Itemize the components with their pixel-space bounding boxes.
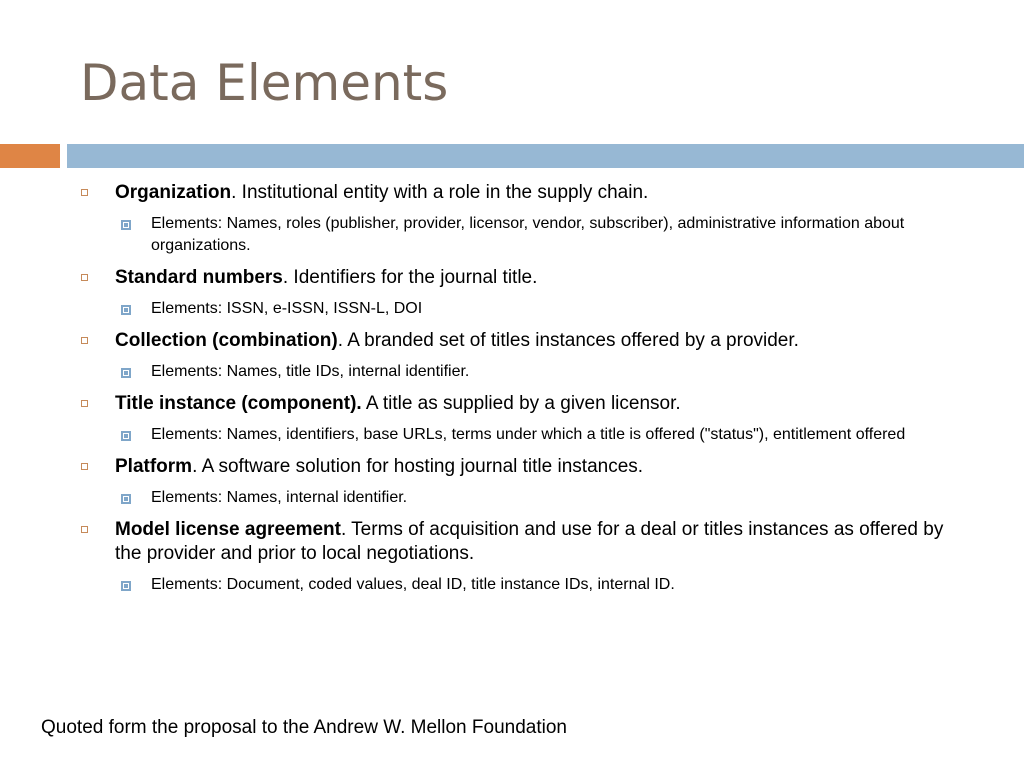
- sub-item: [0, 574, 1024, 596]
- item-definition: . A branded set of titles instances offered by a provider.: [337, 330, 799, 351]
- sub-item: [0, 361, 1024, 383]
- accent-bar-blue: [67, 144, 1024, 168]
- sub-item-text: Elements: Names, internal identifier.: [151, 489, 408, 506]
- filled-square-bullet-icon: [121, 431, 131, 441]
- sub-item-text: Elements: Names, roles (publisher, provider, licensor, vendor, subscriber), administrative information about organizations.: [151, 215, 905, 254]
- sub-item-text: Elements: ISSN, e-ISSN, ISSN-L, DOI: [151, 300, 423, 317]
- sub-item: [0, 298, 1024, 320]
- list-item: [0, 181, 1024, 205]
- filled-square-bullet-icon: [121, 220, 131, 230]
- square-bullet-icon: [81, 400, 88, 407]
- filled-square-bullet-icon: [121, 581, 131, 591]
- item-term: Collection (combination): [115, 330, 338, 351]
- sub-item: [0, 424, 1024, 446]
- item-term: Platform: [115, 456, 193, 477]
- list-item: [0, 518, 1024, 566]
- item-term: Title instance (component).: [115, 393, 362, 414]
- sub-item-text: Elements: Names, title IDs, internal identifier.: [151, 363, 470, 380]
- sub-item-text: Elements: Names, identifiers, base URLs, terms under which a title is offered ("status"), entitlement offered: [151, 426, 906, 443]
- list-item: [0, 329, 1024, 353]
- item-definition: . A software solution for hosting journal title instances.: [192, 456, 644, 477]
- sub-item-text: Elements: Document, coded values, deal ID, title instance IDs, internal ID.: [151, 576, 675, 593]
- square-bullet-icon: [81, 189, 88, 196]
- item-definition: A title as supplied by a given licensor.: [361, 393, 681, 414]
- square-bullet-icon: [81, 526, 88, 533]
- square-bullet-icon: [81, 274, 88, 281]
- square-bullet-icon: [81, 337, 88, 344]
- item-term: Organization: [115, 182, 232, 203]
- item-term: Model license agreement: [115, 519, 341, 540]
- list-item: [0, 455, 1024, 479]
- item-definition: . Institutional entity with a role in the supply chain.: [231, 182, 649, 203]
- list-item: [0, 266, 1024, 290]
- item-term: Standard numbers: [115, 267, 283, 288]
- filled-square-bullet-icon: [121, 368, 131, 378]
- sub-item: [0, 487, 1024, 509]
- slide-title: Data Elements: [80, 54, 449, 112]
- filled-square-bullet-icon: [121, 305, 131, 315]
- source-footnote: Quoted form the proposal to the Andrew W. Mellon Foundation: [41, 717, 567, 738]
- bullet-list: [0, 181, 1024, 596]
- item-definition: . Identifiers for the journal title.: [282, 267, 538, 288]
- item-definition: . Terms of acquisition and use for a deal or titles instances as offered by the provider and prior to local negotiations.: [115, 519, 944, 564]
- accent-bar-orange: [0, 144, 60, 168]
- sub-item: [0, 213, 1024, 257]
- filled-square-bullet-icon: [121, 494, 131, 504]
- square-bullet-icon: [81, 463, 88, 470]
- list-item: [0, 392, 1024, 416]
